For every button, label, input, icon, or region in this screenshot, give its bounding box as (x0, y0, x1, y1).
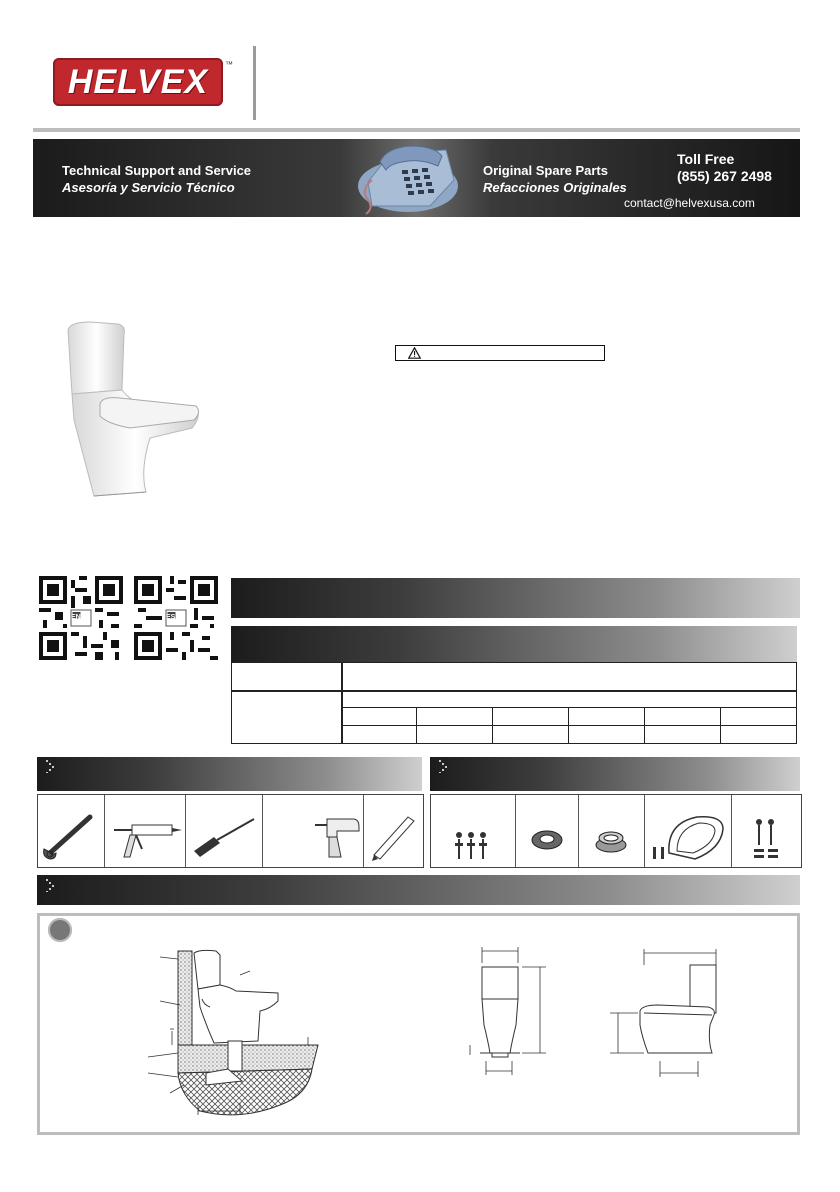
telephone-icon (350, 140, 460, 216)
email-link[interactable]: contact@helvexusa.com (624, 196, 755, 210)
wax-ring-icon (530, 829, 564, 851)
header-rule (33, 128, 800, 132)
parts-text (483, 162, 627, 196)
adjustable-wrench-icon (42, 809, 100, 861)
support-text (62, 162, 251, 196)
toilet-seat-icon (649, 813, 727, 863)
installation-header-bar (37, 875, 800, 905)
installation-section-diagram (140, 945, 330, 1121)
step-number-circle (48, 918, 72, 942)
parts-header-bar (430, 757, 800, 791)
qr-badge-en: EN (71, 614, 81, 621)
side-view-diagram (608, 945, 728, 1081)
specs-table (231, 662, 797, 744)
anchor-bolts-icon (451, 831, 495, 861)
power-drill-icon (313, 813, 363, 861)
parts-row (430, 794, 802, 868)
parts-es: Refacciones Originales (483, 180, 627, 195)
dotted-arrow-icon (44, 878, 58, 892)
dotted-arrow-icon (44, 759, 58, 773)
dotted-arrow-icon (437, 759, 451, 773)
qr-code-english[interactable] (39, 576, 123, 660)
support-es: Asesoría y Servicio Técnico (62, 180, 235, 195)
support-en: Technical Support and Service (62, 163, 252, 178)
title-bar (231, 578, 800, 618)
pencil-icon (368, 809, 420, 861)
phone-number: (855) 267 2498 (677, 168, 772, 184)
trademark-symbol: ™ (225, 60, 233, 69)
specs-header-bar (231, 626, 797, 662)
screwdriver-icon (190, 815, 260, 859)
parts-en: Original Spare Parts (483, 163, 608, 178)
logo-text: HELVEX (67, 62, 209, 101)
toll-free-label: Toll Free (677, 151, 735, 167)
qr-badge-es: ES (166, 614, 176, 621)
header-divider (253, 46, 256, 120)
tools-header-bar (37, 757, 422, 791)
flange-seal-icon (594, 829, 628, 853)
tools-row (37, 794, 424, 868)
front-view-diagram (468, 945, 548, 1081)
warning-triangle-icon (408, 347, 421, 359)
caulking-gun-icon (110, 815, 182, 861)
tank-bolts-icon (751, 819, 781, 863)
qr-code-spanish[interactable] (134, 576, 218, 660)
toll-free-block (677, 151, 772, 185)
helvex-logo (53, 58, 223, 106)
toilet-product-image (60, 320, 210, 498)
warning-box (395, 345, 605, 361)
